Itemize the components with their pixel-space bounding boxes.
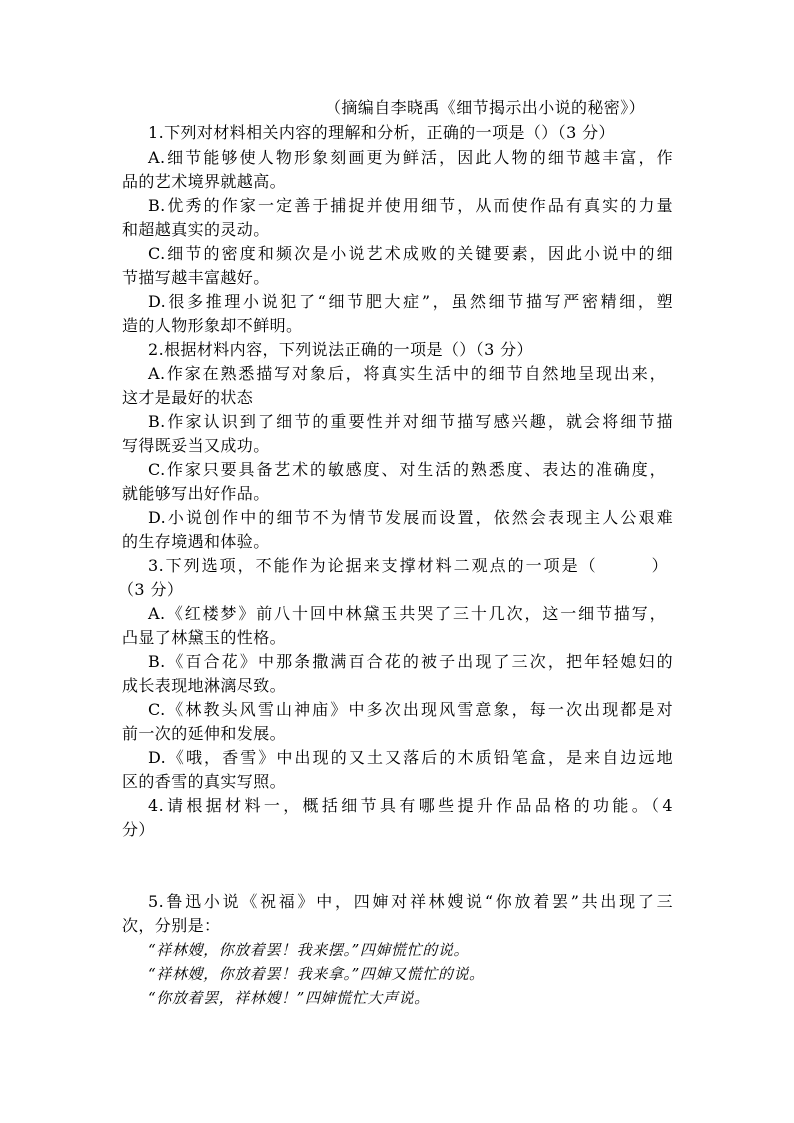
question-3-option-b-cont: 成长表现地淋漓尽致。: [122, 676, 287, 695]
question-1-option-a: A.细节能够使人物形象刻画更为鲜活，因此人物的细节越丰富，作: [148, 148, 673, 167]
source-citation: （摘编自李晓禹《细节揭示出小说的秘密》）: [325, 98, 646, 117]
quote-2: “祥林嫂，你放着罢！我来拿。”四婶又慌忙的说。: [148, 965, 485, 983]
question-3-option-a: A.《红楼梦》前八十回中林黛玉共哭了三十几次，这一细节描写，: [148, 604, 666, 623]
question-5-stem: 5.鲁迅小说《祝福》中，四婶对祥林嫂说“你放着罢”共出现了三: [148, 892, 673, 911]
question-2-option-d: D.小说创作中的细节不为情节发展而设置，依然会表现主人公艰难: [148, 508, 673, 527]
question-3-stem: 3.下列选项，不能作为论据来支撑材料二观点的一项是（ ）: [148, 556, 668, 575]
question-3-option-b: B.《百合花》中那条撒满百合花的被子出现了三次，把年轻媳妇的: [148, 652, 673, 671]
question-3-option-d-cont: 区的香雪的真实写照。: [122, 772, 287, 791]
question-3-option-d: D.《哦，香雪》中出现的又土又落后的木质铅笔盒，是来自边远地: [148, 748, 673, 767]
question-1-option-a-cont: 品的艺术境界就越高。: [122, 172, 287, 191]
question-2-stem: 2.根据材料内容，下列说法正确的一项是（）（3 分）: [148, 340, 533, 359]
quote-3: “你放着罢，祥林嫂！”四婶慌忙大声说。: [148, 989, 430, 1007]
question-2-option-c-cont: 就能够写出好作品。: [122, 484, 270, 503]
question-1-option-b-cont: 和超越真实的灵动。: [122, 220, 270, 239]
question-1-option-c-cont: 节描写越丰富越好。: [122, 268, 270, 287]
question-3-option-c: C.《林教头风雪山神庙》中多次出现风雪意象，每一次出现都是对: [148, 700, 673, 719]
question-5-stem-cont: 次，分别是：: [122, 916, 221, 935]
question-1-stem: 1.下列对材料相关内容的理解和分析，正确的一项是（）（3 分）: [148, 123, 615, 142]
quote-1: “祥林嫂，你放着罢！我来摆。”四婶慌忙的说。: [148, 941, 470, 959]
question-3-stem-cont: （3 分）: [118, 580, 184, 599]
question-2-option-d-cont: 的生存境遇和体验。: [122, 532, 270, 551]
question-3-option-c-cont: 前一次的延伸和发展。: [122, 724, 287, 743]
question-2-option-b-cont: 写得既妥当又成功。: [122, 436, 270, 455]
question-1-option-b: B.优秀的作家一定善于捕捉并使用细节，从而使作品有真实的力量: [148, 196, 673, 215]
question-2-option-a-cont: 这才是最好的状态: [122, 388, 254, 407]
question-1-option-c: C.细节的密度和频次是小说艺术成败的关键要素，因此小说中的细: [148, 244, 673, 263]
question-4-stem: 4.请根据材料一，概括细节具有哪些提升作品品格的功能。（4: [148, 796, 673, 815]
question-2-option-a: A.作家在熟悉描写对象后，将真实生活中的细节自然地呈现出来，: [148, 364, 666, 383]
question-1-option-d-cont: 造的人物形象却不鲜明。: [122, 316, 303, 335]
question-3-option-a-cont: 凸显了林黛玉的性格。: [122, 628, 287, 647]
question-1-option-d: D.很多推理小说犯了“细节肥大症”，虽然细节描写严密精细，塑: [148, 292, 673, 311]
question-2-option-c: C.作家只要具备艺术的敏感度、对生活的熟悉度、表达的准确度，: [148, 460, 666, 479]
question-2-option-b: B.作家认识到了细节的重要性并对细节描写感兴趣，就会将细节描: [148, 412, 673, 431]
question-4-stem-cont: 分）: [122, 820, 155, 839]
